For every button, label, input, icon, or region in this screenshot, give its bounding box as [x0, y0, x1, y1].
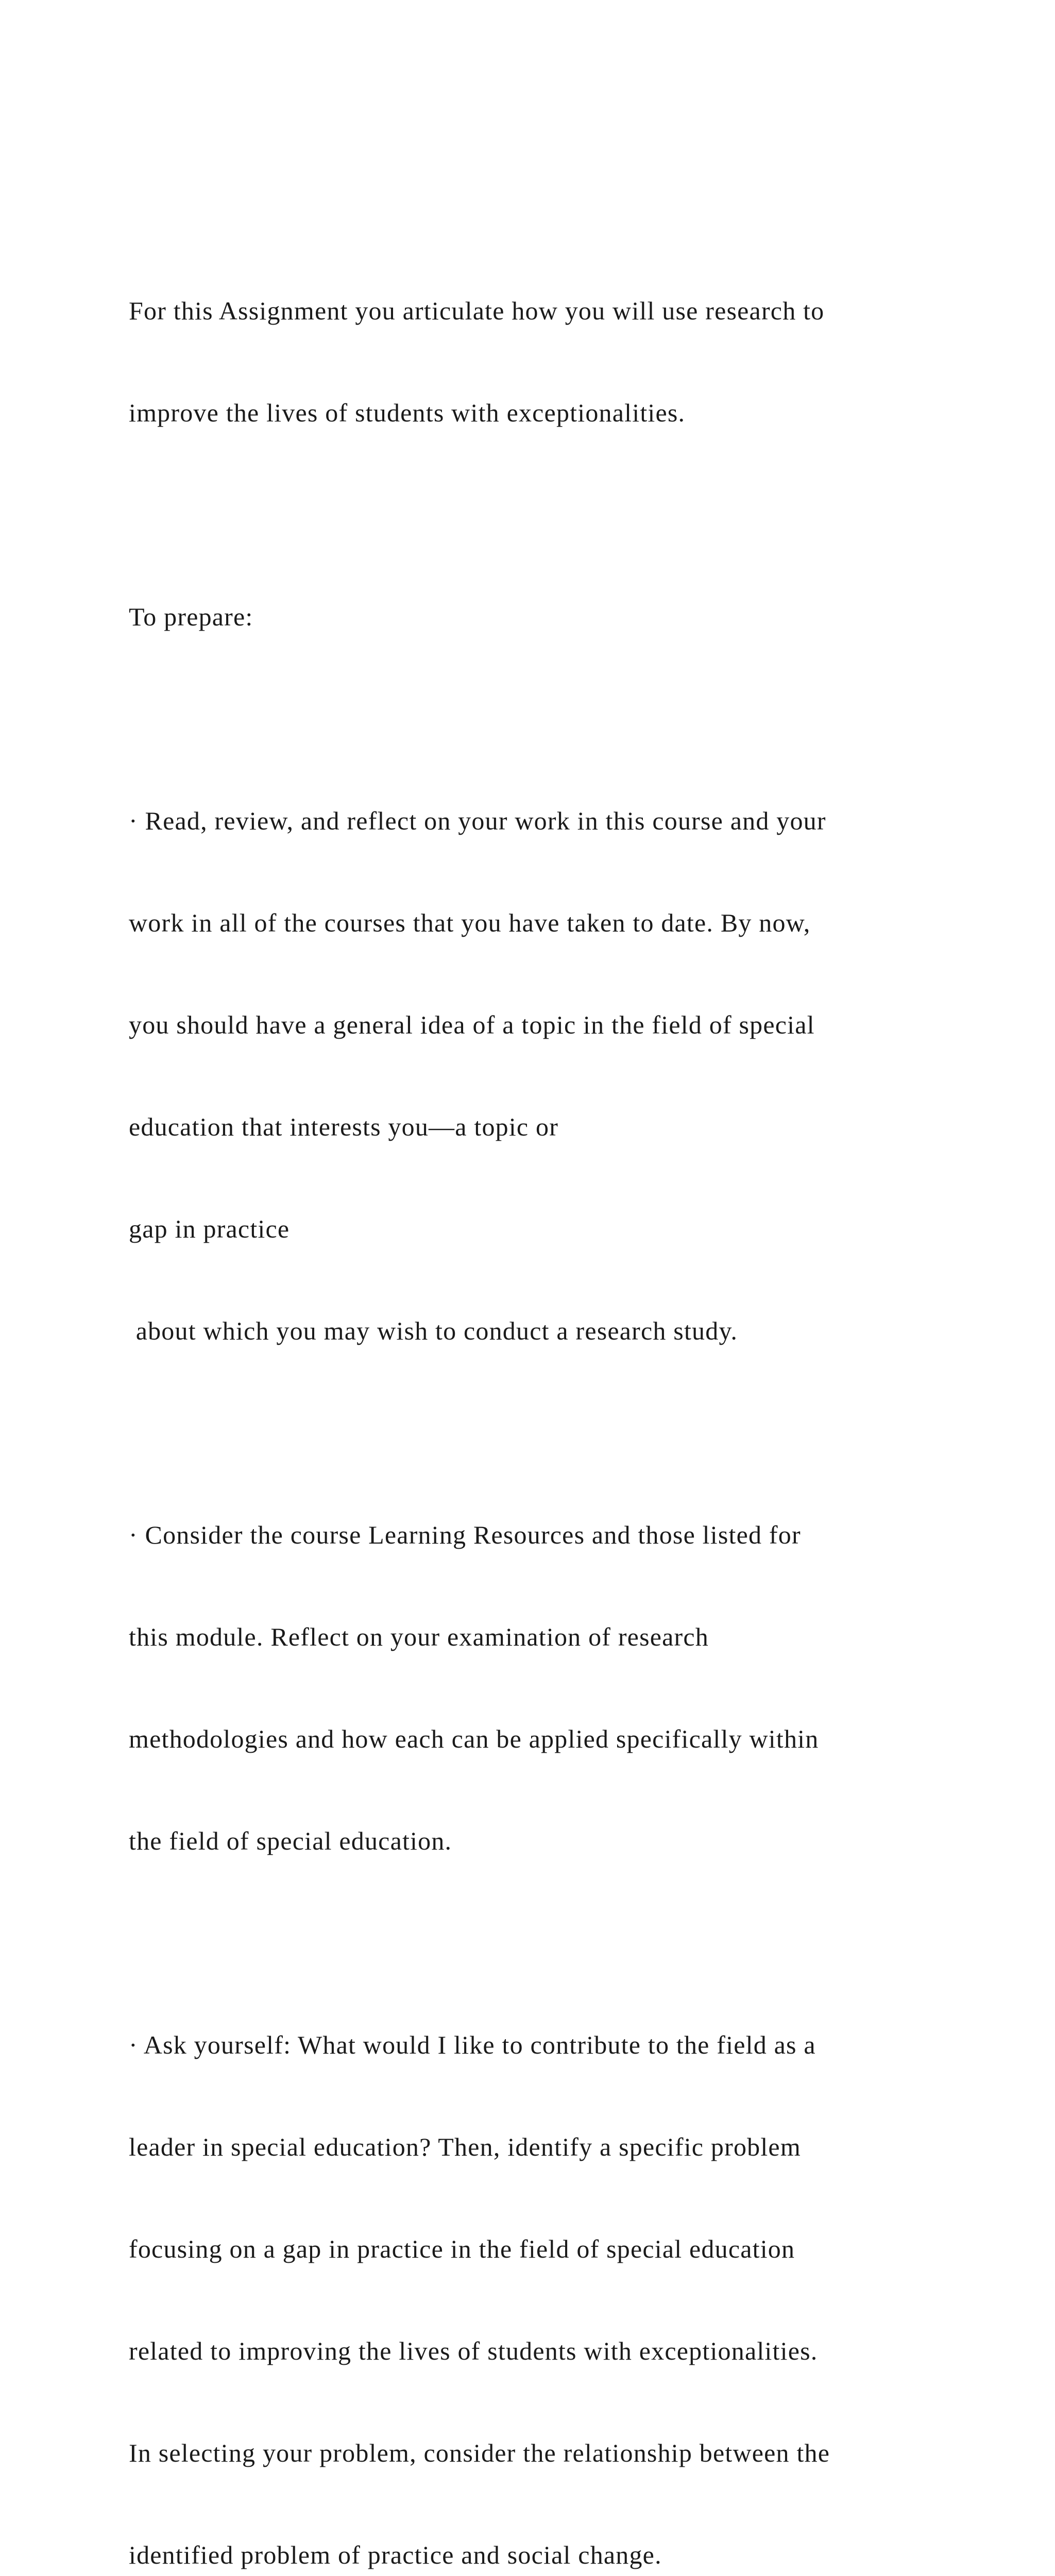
text-line: about which you may wish to conduct a research study. [129, 1316, 738, 1345]
text-line: gap in practice [129, 1214, 290, 1243]
text-line: the field of special education. [129, 1826, 452, 1855]
text-line: methodologies and how each can be applied specifically within [129, 1724, 819, 1753]
text-line: identified problem of practice and social change. [129, 2540, 662, 2569]
text-line: · Ask yourself: What would I like to contribute to the field as a [129, 2030, 816, 2059]
text-line: you should have a general idea of a topic in the field of special [129, 1010, 815, 1039]
text-line: leader in special education? Then, identify a specific problem [129, 2132, 801, 2161]
text-line: For this Assignment you articulate how you will use research to [129, 296, 825, 325]
blank-line [129, 1416, 1005, 1450]
text-line: · Read, review, and reflect on your work in this course and your [129, 806, 826, 835]
blank-line [129, 1926, 1005, 1960]
blank-line [129, 498, 1005, 532]
text-line: focusing on a gap in practice in the field of special education [129, 2234, 795, 2263]
text-line: education that interests you—a topic or [129, 1112, 559, 1141]
text-line: related to improving the lives of students with exceptionalities. [129, 2336, 818, 2365]
text-line: work in all of the courses that you have taken to date. By now, [129, 908, 811, 937]
blank-line [129, 702, 1005, 736]
text-line: · Consider the course Learning Resources and those listed for [129, 1520, 801, 1549]
text-line: this module. Reflect on your examination of research [129, 1622, 709, 1651]
text-line: To prepare: [129, 602, 253, 631]
text-line: improve the lives of students with exceptionalities. [129, 398, 686, 427]
text-line: In selecting your problem, consider the relationship between the [129, 2438, 830, 2467]
document-body [129, 226, 1005, 2576]
